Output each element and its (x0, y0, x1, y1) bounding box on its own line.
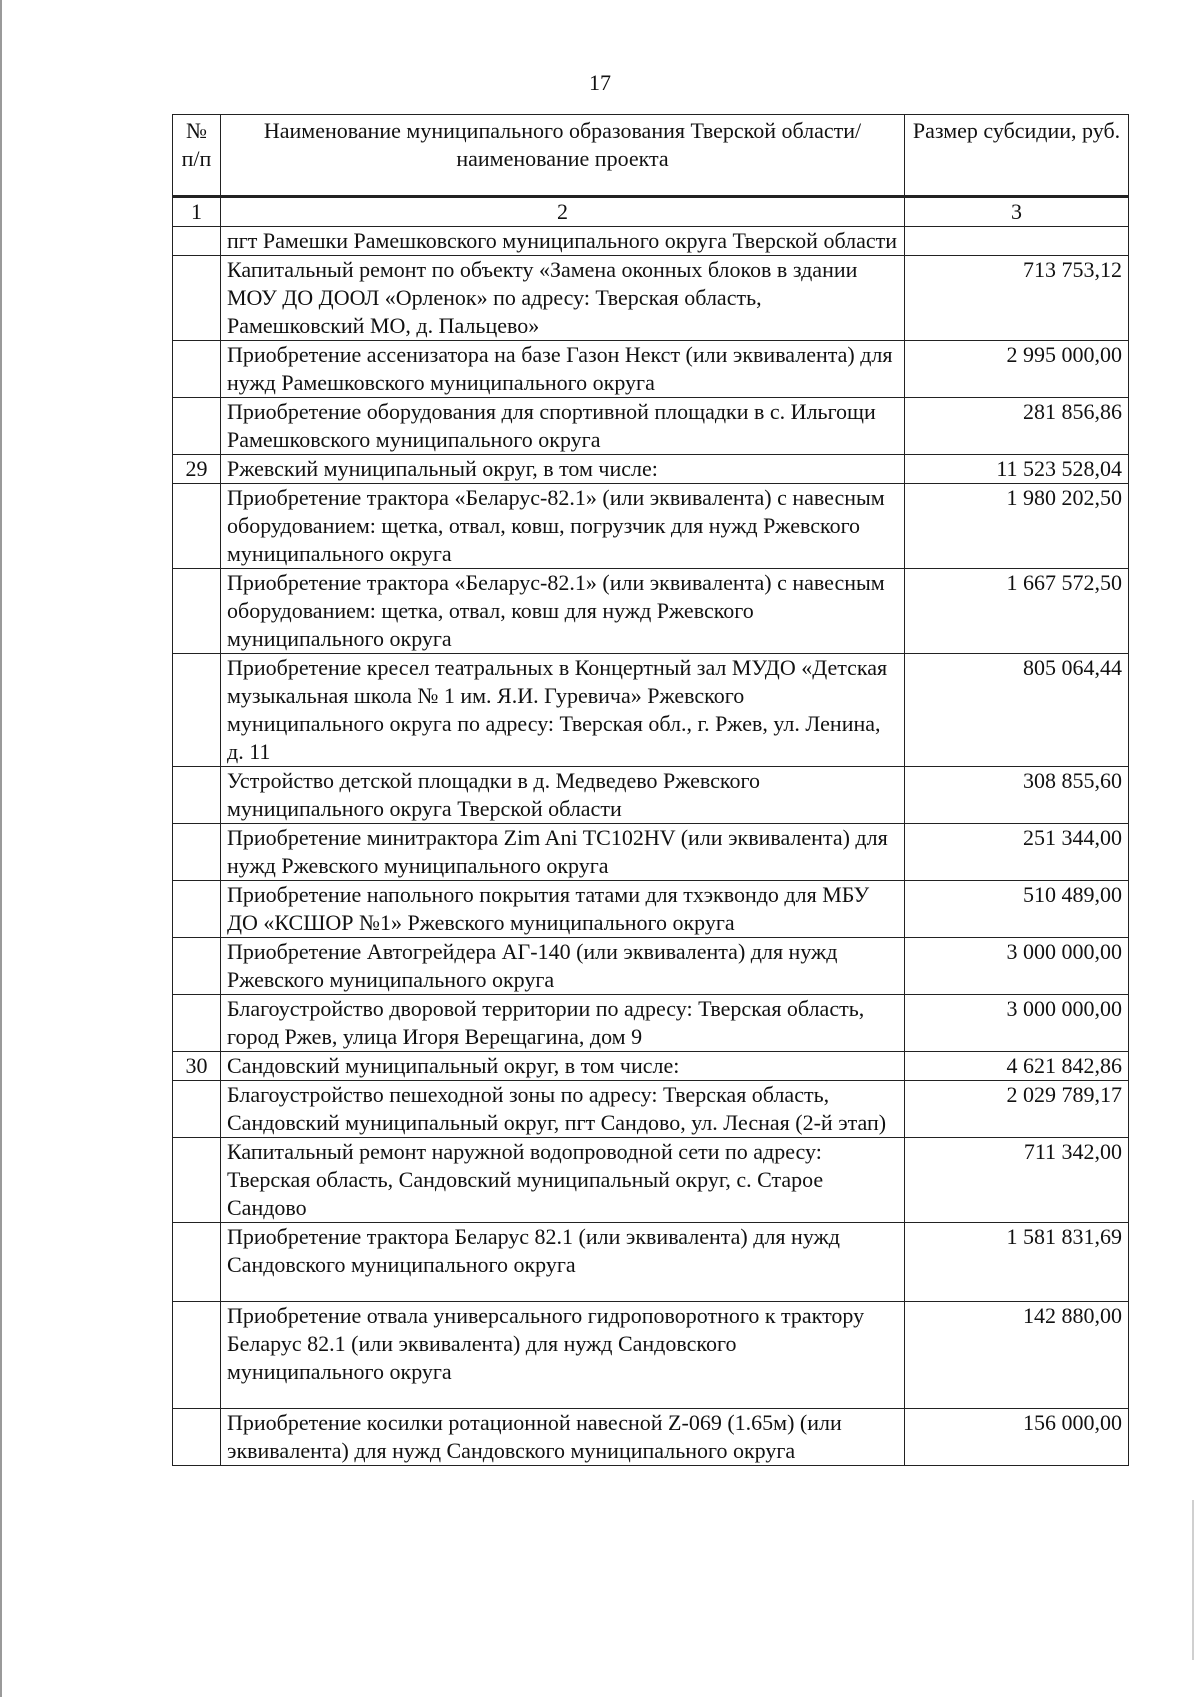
row-amount: 711 342,00 (905, 1138, 1129, 1223)
row-name: Капитальный ремонт по объекту «Замена оконных блоков в здании МОУ ДО ДООЛ «Орленок» по адресу: Тверская область, Рамешковский МО, д. Пальцево» (221, 256, 905, 341)
row-amount: 308 855,60 (905, 767, 1129, 824)
row-name: Приобретение косилки ротационной навесной Z-069 (1.65м) (или эквивалента) для нужд Сандовского муниципального округа (221, 1409, 905, 1466)
page-number: 17 (589, 70, 611, 95)
row-number (173, 227, 221, 256)
row-number (173, 654, 221, 767)
table-row (173, 1138, 1129, 1223)
table-row (173, 569, 1129, 654)
row-name: Приобретение ассенизатора на базе Газон Некст (или эквивалента) для нужд Рамешковского муниципального округа (221, 341, 905, 398)
row-amount: 805 064,44 (905, 654, 1129, 767)
row-number (173, 341, 221, 398)
header-number: № п/п (173, 115, 221, 197)
column-index-row (173, 197, 1129, 227)
row-name: Ржевский муниципальный округ, в том числе: (221, 455, 905, 484)
row-amount: 3 000 000,00 (905, 938, 1129, 995)
table-row (173, 484, 1129, 569)
row-name: Приобретение Автогрейдера АГ-140 (или эквивалента) для нужд Ржевского муниципального округа (221, 938, 905, 995)
row-number (173, 256, 221, 341)
scan-edge (0, 0, 2, 1697)
row-number (173, 398, 221, 455)
row-amount: 1 667 572,50 (905, 569, 1129, 654)
row-name: Приобретение трактора «Беларус-82.1» (или эквивалента) с навесным оборудованием: щетка, отвал, ковш, погрузчик для нужд Ржевского муниципального округа (221, 484, 905, 569)
row-number (173, 1138, 221, 1223)
row-amount: 3 000 000,00 (905, 995, 1129, 1052)
row-name: Капитальный ремонт наружной водопроводной сети по адресу: Тверская область, Сандовский муниципальный округ, с. Старое Сандово (221, 1138, 905, 1223)
row-amount: 142 880,00 (905, 1302, 1129, 1409)
table-row (173, 995, 1129, 1052)
table-row (173, 341, 1129, 398)
table-row (173, 1223, 1129, 1302)
row-name: пгт Рамешки Рамешковского муниципального округа Тверской области (221, 227, 905, 256)
row-name: Благоустройство дворовой территории по адресу: Тверская область, город Ржев, улица Игоря Верещагина, дом 9 (221, 995, 905, 1052)
row-name: Приобретение трактора «Беларус-82.1» (или эквивалента) с навесным оборудованием: щетка, отвал, ковш для нужд Ржевского муниципального округа (221, 569, 905, 654)
row-number: 30 (173, 1052, 221, 1081)
row-number (173, 1081, 221, 1138)
row-name: Устройство детской площадки в д. Медведево Ржевского муниципального округа Тверской области (221, 767, 905, 824)
table-row (173, 881, 1129, 938)
table-row (173, 256, 1129, 341)
row-number (173, 881, 221, 938)
header-amount: Размер субсидии, руб. (905, 115, 1129, 197)
table-row (173, 654, 1129, 767)
table-row (173, 767, 1129, 824)
table-row (173, 398, 1129, 455)
row-number (173, 1409, 221, 1466)
row-amount: 281 856,86 (905, 398, 1129, 455)
row-name: Приобретение минитрактора Zim Ani TC102HV (или эквивалента) для нужд Ржевского муниципального округа (221, 824, 905, 881)
row-amount: 4 621 842,86 (905, 1052, 1129, 1081)
row-amount: 1 581 831,69 (905, 1223, 1129, 1302)
row-amount: 11 523 528,04 (905, 455, 1129, 484)
row-name: Приобретение трактора Беларус 82.1 (или эквивалента) для нужд Сандовского муниципального округа (221, 1223, 905, 1302)
row-amount: 510 489,00 (905, 881, 1129, 938)
row-number (173, 767, 221, 824)
header-name: Наименование муниципального образования Тверской области/наименование проекта (221, 115, 905, 197)
row-number (173, 995, 221, 1052)
row-amount: 2 995 000,00 (905, 341, 1129, 398)
column-index-2: 2 (221, 197, 905, 227)
subsidy-table (172, 114, 1129, 1466)
row-amount: 2 029 789,17 (905, 1081, 1129, 1138)
table-row (173, 1302, 1129, 1409)
row-number (173, 938, 221, 995)
row-name: Приобретение напольного покрытия татами для тхэквондо для МБУ ДО «КСШОР №1» Ржевского муниципального округа (221, 881, 905, 938)
table-row (173, 455, 1129, 484)
row-number (173, 1223, 221, 1302)
table-row (173, 1052, 1129, 1081)
scan-mark (1192, 1500, 1194, 1660)
row-name: Приобретение оборудования для спортивной площадки в с. Ильгощи Рамешковского муниципального округа (221, 398, 905, 455)
table-row (173, 1081, 1129, 1138)
row-amount: 713 753,12 (905, 256, 1129, 341)
table-row (173, 227, 1129, 256)
row-number (173, 484, 221, 569)
row-name: Сандовский муниципальный округ, в том числе: (221, 1052, 905, 1081)
row-amount: 1 980 202,50 (905, 484, 1129, 569)
row-name: Приобретение отвала универсального гидроповоротного к трактору Беларус 82.1 (или эквивалента) для нужд Сандовского муниципального округа (221, 1302, 905, 1409)
row-number (173, 569, 221, 654)
column-index-1: 1 (173, 197, 221, 227)
table-row (173, 938, 1129, 995)
table-header-row (173, 115, 1129, 197)
row-amount: 251 344,00 (905, 824, 1129, 881)
column-index-3: 3 (905, 197, 1129, 227)
table-row (173, 824, 1129, 881)
row-number (173, 824, 221, 881)
row-amount: 156 000,00 (905, 1409, 1129, 1466)
row-name: Благоустройство пешеходной зоны по адресу: Тверская область, Сандовский муниципальный округ, пгт Сандово, ул. Лесная (2-й этап) (221, 1081, 905, 1138)
row-number: 29 (173, 455, 221, 484)
table-row (173, 1409, 1129, 1466)
row-number (173, 1302, 221, 1409)
row-name: Приобретение кресел театральных в Концертный зал МУДО «Детская музыкальная школа № 1 им. Я.И. Гуревича» Ржевского муниципального округа по адресу: Тверская обл., г. Ржев, ул. Ленина, д. 11 (221, 654, 905, 767)
row-amount (905, 227, 1129, 256)
table-body (173, 197, 1129, 1466)
